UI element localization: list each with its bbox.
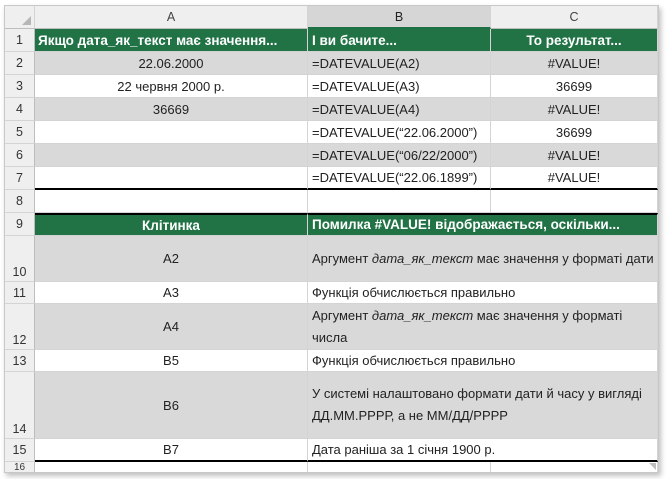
column-header-c[interactable]: C xyxy=(491,6,658,29)
table-row xyxy=(5,29,658,52)
row-header[interactable]: 7 xyxy=(5,167,35,190)
cell-b13[interactable]: Функція обчислюється правильно xyxy=(308,350,658,372)
table-row xyxy=(5,350,658,372)
cell-b9[interactable]: Помилка #VALUE! відображається, оскільки... xyxy=(308,213,658,236)
table-row xyxy=(5,190,658,213)
cell-c2[interactable]: #VALUE! xyxy=(491,52,658,75)
cell-a11[interactable]: A3 xyxy=(35,282,308,304)
row-header[interactable]: 9 xyxy=(5,213,35,236)
column-header-b[interactable]: B xyxy=(308,6,491,29)
row-header[interactable]: 8 xyxy=(5,190,35,213)
cell-b8[interactable] xyxy=(308,190,491,213)
row-header[interactable]: 15 xyxy=(5,439,35,462)
cell-b15[interactable]: Дата раніша за 1 січня 1900 р. xyxy=(308,439,658,462)
table-row xyxy=(5,52,658,75)
row-header[interactable]: 14 xyxy=(5,372,35,439)
cell-a12[interactable]: A4 xyxy=(35,304,308,350)
cell-b5[interactable]: =DATEVALUE(“22.06.2000”) xyxy=(308,121,491,144)
cell-text: Аргумент xyxy=(312,307,372,323)
cell-b11[interactable]: Функція обчислюється правильно xyxy=(308,282,658,304)
cell-b3[interactable]: =DATEVALUE(A3) xyxy=(308,75,491,98)
column-header-row xyxy=(5,6,658,29)
cell-a13[interactable]: B5 xyxy=(35,350,308,372)
cell-b16[interactable] xyxy=(308,462,491,473)
cell-a15[interactable]: B7 xyxy=(35,439,308,462)
cell-c16[interactable] xyxy=(491,462,658,473)
table-row xyxy=(5,98,658,121)
table-row xyxy=(5,304,658,350)
cell-a3[interactable]: 22 червня 2000 р. xyxy=(35,75,308,98)
row-header[interactable]: 6 xyxy=(5,144,35,167)
row-header[interactable]: 10 xyxy=(5,236,35,282)
cell-a2[interactable]: 22.06.2000 xyxy=(35,52,308,75)
row-header[interactable]: 3 xyxy=(5,75,35,98)
row-header[interactable]: 12 xyxy=(5,304,35,350)
row-header[interactable]: 11 xyxy=(5,282,35,304)
cell-c4[interactable]: #VALUE! xyxy=(491,98,658,121)
table-row xyxy=(5,144,658,167)
cell-c6[interactable]: #VALUE! xyxy=(491,144,658,167)
cell-c1[interactable]: То результат... xyxy=(491,29,658,52)
cell-a4[interactable]: 36669 xyxy=(35,98,308,121)
table-row xyxy=(5,75,658,98)
cell-c3[interactable]: 36699 xyxy=(491,75,658,98)
cell-text: Аргумент xyxy=(312,250,372,266)
table-row xyxy=(5,439,658,462)
table-row xyxy=(5,167,658,190)
cell-a10[interactable]: A2 xyxy=(35,236,308,282)
cell-a7[interactable] xyxy=(35,167,308,190)
table-row xyxy=(5,462,658,473)
row-header[interactable]: 4 xyxy=(5,98,35,121)
row-header[interactable]: 5 xyxy=(5,121,35,144)
cell-c8[interactable] xyxy=(491,190,658,213)
cell-b2[interactable]: =DATEVALUE(A2) xyxy=(308,52,491,75)
cell-text: має значення у форматі дати xyxy=(473,250,654,266)
cell-a5[interactable] xyxy=(35,121,308,144)
table-row xyxy=(5,121,658,144)
cell-a16[interactable] xyxy=(35,462,308,473)
table-row xyxy=(5,372,658,439)
cell-a9[interactable]: Клітинка xyxy=(35,213,308,236)
cell-b6[interactable]: =DATEVALUE(“06/22/2000”) xyxy=(308,144,491,167)
table-row xyxy=(5,282,658,304)
cell-c5[interactable]: 36699 xyxy=(491,121,658,144)
row-header[interactable]: 1 xyxy=(5,29,35,52)
cell-b14[interactable]: У системі налаштовано формати дати й часу у вигляді ДД.ММ.РРРР, а не ММ/ДД/РРРР xyxy=(308,372,658,439)
table-row xyxy=(5,213,658,236)
cell-c7[interactable]: #VALUE! xyxy=(491,167,658,190)
spreadsheet-window xyxy=(4,5,659,473)
cell-a8[interactable] xyxy=(35,190,308,213)
cell-b4[interactable]: =DATEVALUE(A4) xyxy=(308,98,491,121)
cell-b1[interactable]: І ви бачите... xyxy=(308,29,491,52)
row-header[interactable]: 13 xyxy=(5,350,35,372)
cell-a14[interactable]: B6 xyxy=(35,372,308,439)
cell-text-italic: дата_як_текст xyxy=(371,307,474,323)
select-all-corner[interactable] xyxy=(5,6,35,29)
select-all-triangle-icon xyxy=(22,16,31,25)
cell-a1[interactable]: Якщо дата_як_текст має значення... xyxy=(35,29,308,52)
cell-text: має значення у форматі числа xyxy=(312,307,623,345)
resize-corner-icon[interactable] xyxy=(649,463,656,470)
cell-text-italic: дата_як_текст xyxy=(371,250,474,266)
table-row xyxy=(5,236,658,282)
cell-b12[interactable] xyxy=(308,304,658,350)
row-header[interactable]: 16 xyxy=(5,462,35,473)
cell-a6[interactable] xyxy=(35,144,308,167)
row-header[interactable]: 2 xyxy=(5,52,35,75)
cell-b10[interactable] xyxy=(308,236,658,282)
column-header-a[interactable]: A xyxy=(35,6,308,29)
cell-b7[interactable]: =DATEVALUE(“22.06.1899”) xyxy=(308,167,491,190)
